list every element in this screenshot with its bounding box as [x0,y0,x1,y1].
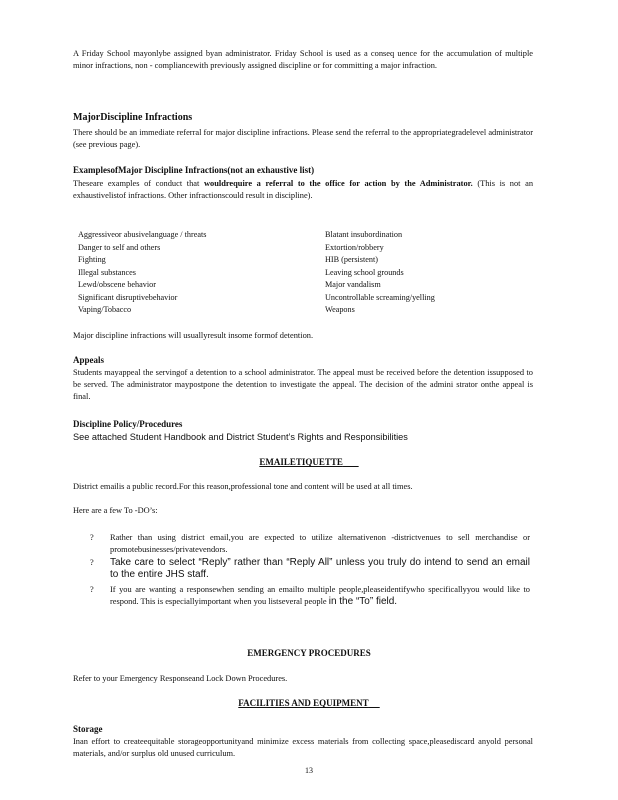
infractions-right-list [325,229,435,317]
list-item: Weapons [325,305,355,314]
storage-subheading: Storage [73,724,103,734]
list-item: Blatant insubordination [325,230,403,239]
list-item: Aggressiveor abusivelanguage / threats [78,230,207,239]
discipline-policy-heading: Discipline Policy/Procedures [73,419,183,429]
list-item: Vaping/Tobacco [78,305,132,314]
list-item: ? Rather than using district email,you are expected to utilize alternativenon -districtvenues to sell merchandise or promotebusinesses/privatevendors. [90,533,530,554]
major-discipline-heading: MajorDiscipline Infractions [73,112,193,123]
email-intro-text: District emailis a public record.For this reason,professional tone and content will be used at all times. [73,482,413,491]
list-item: ? Take care to select “Reply” rather than “Reply All” unless you truly do intend to send an email to the entire JHS staff. [90,557,530,580]
emergency-heading: EMERGENCY PROCEDURES [247,648,371,658]
list-item: HIB (persistent) [325,255,378,264]
infractions-left-list [78,229,206,317]
major-discipline-text: There should be an immediate referral for major discipline infractions. Please send the referral to the appropriategradelevel administrator (see previous page). [73,128,533,149]
list-item: Uncontrollable screaming/yelling [325,292,435,302]
list-item: Fighting [78,255,106,264]
list-item: Extortion/robbery [325,242,384,252]
list-item: Significant disruptivebehavior [78,292,178,302]
friday-school-paragraph: A Friday School mayonlybe assigned byan administrator. Friday School is used as a conseq uence for the accumulation of multiple minor infractions, non - compliancewith previously assigned discipline or for committing a major infraction. [73,49,533,70]
email-etiquette-heading: EMAILETIQUETTE [259,457,343,467]
appeals-text: Students mayappeal the servingof a detention to a school administrator. The appeal must be received before the detention issupposed to be served. The administrator maypostpone the detention to investigate the appeal. The decision of the admini strator onthe appeal is final. [73,368,533,401]
bullet-icon: ? [90,533,94,542]
bullet-icon: ? [90,558,94,567]
list-item: Major vandalism [325,280,381,289]
list-item: Illegal substances [78,267,136,277]
examples-text: Theseare examples of conduct that wouldrequire a referral to the office for action by the Administrator. (This is not an exhaustivelistof infractions. Other infractionscould result in discipline). [73,179,534,200]
list-item: Lewd/obscene behavior [78,280,156,289]
storage-text: Inan effort to createequitable storageopportunityand minimize excess materials from collecting space,pleasediscard anyold personal materials, and/or surplus old unused curriculum. [73,737,533,758]
emergency-text: Refer to your Emergency Responseand Lock Down Procedures. [73,674,288,683]
examples-heading: ExamplesofMajor Discipline Infractions(not an exhaustive list) [73,165,315,175]
bullet-icon: ? [90,585,94,594]
list-item: Danger to self and others [78,242,161,252]
email-dos-label: Here are a few To -DO’s: [73,506,158,515]
page-number: 13 [305,766,313,775]
list-item: ? If you are wanting a responsewhen sending an emailto multiple people,pleaseidentifywho specificallyyou would like to respond. This is especiallyimportant when you listseveral people in the “To” field. [90,585,530,607]
appeals-heading: Appeals [73,355,105,365]
discipline-policy-text: See attached Student Handbook and District Student’s Rights and Responsibilities [73,432,408,442]
list-item: Leaving school grounds [325,267,404,277]
facilities-heading: FACILITIES AND EQUIPMENT [238,698,369,708]
major-infractions-footer: Major discipline infractions will usuallyresult insome formof detention. [73,331,314,340]
